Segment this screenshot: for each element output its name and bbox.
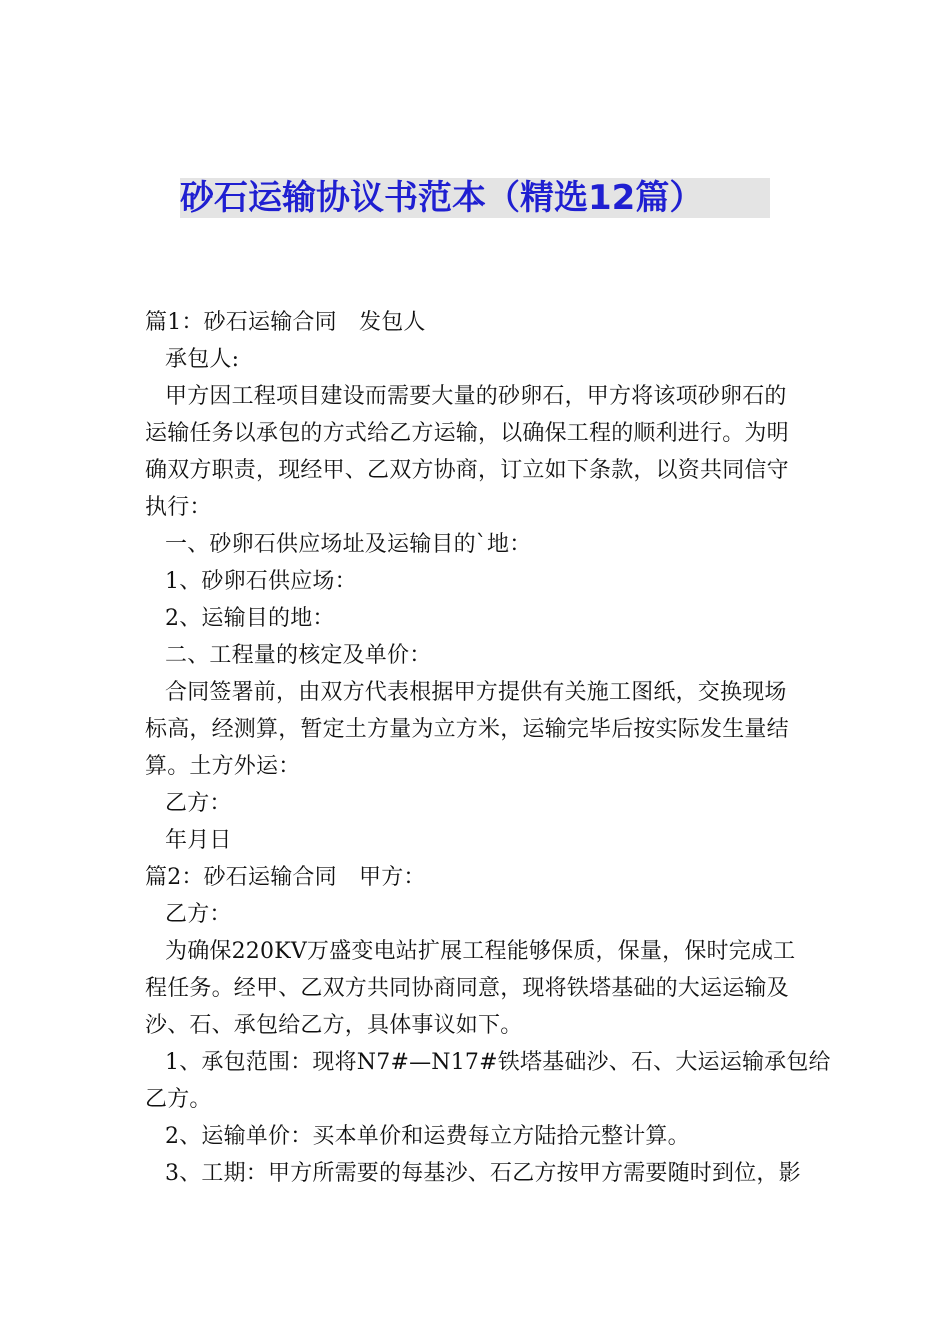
paragraph-line: 乙方： [165,791,232,816]
paragraph-line: 乙方。 [145,1087,212,1112]
paragraph-line: 算。土方外运： [145,754,301,779]
paragraph-line: 2、运输单价：买本单价和运费每立方陆拾元整计算。 [165,1124,690,1149]
paragraph-line: 乙方： [165,902,232,927]
paragraph-line: 运输任务以承包的方式给乙方运输，以确保工程的顺利进行。为明 [145,421,789,446]
paragraph-line: 甲方因工程项目建设而需要大量的砂卵石，甲方将该项砂卵石的 [165,384,787,409]
paragraph-line: 承包人: [165,347,240,372]
paragraph-line: 合同签署前，由双方代表根据甲方提供有关施工图纸，交换现场 [165,680,787,705]
paragraph-line: 2、运输目的地： [165,606,335,631]
paragraph-line: 沙、石、承包给乙方，具体事议如下。 [145,1013,523,1038]
paragraph-line: 标高，经测算，暂定土方量为立方米，运输完毕后按实际发生量结 [145,717,789,742]
paragraph-line: 执行： [145,495,212,520]
paragraph-line: 年月日 [165,828,232,853]
paragraph-line: 二、工程量的核定及单价： [165,643,432,668]
paragraph-line: 为确保220KV万盛变电站扩展工程能够保质，保量，保时完成工 [165,939,796,964]
paragraph-line: 1、承包范围：现将N7#—N17#铁塔基础沙、石、大运运输承包给 [165,1050,831,1075]
paragraph-line: 程任务。经甲、乙双方共同协商同意，现将铁塔基础的大运运输及 [145,976,789,1001]
paragraph-line: 确双方职责，现经甲、乙双方协商，订立如下条款，以资共同信守 [145,458,789,483]
document-title: 砂石运输协议书范本（精选12篇） [180,178,704,218]
paragraph-line: 3、工期：甲方所需要的每基沙、石乙方按甲方需要随时到位，影 [165,1161,801,1186]
document-body [145,304,831,1192]
paragraph-line: 篇2：砂石运输合同 甲方： [145,865,426,890]
paragraph-line: 1、砂卵石供应场： [165,569,357,594]
paragraph-line: 一、砂卵石供应场址及运输目的`地： [165,532,532,557]
paragraph-line: 篇1：砂石运输合同 发包人 [145,310,426,335]
